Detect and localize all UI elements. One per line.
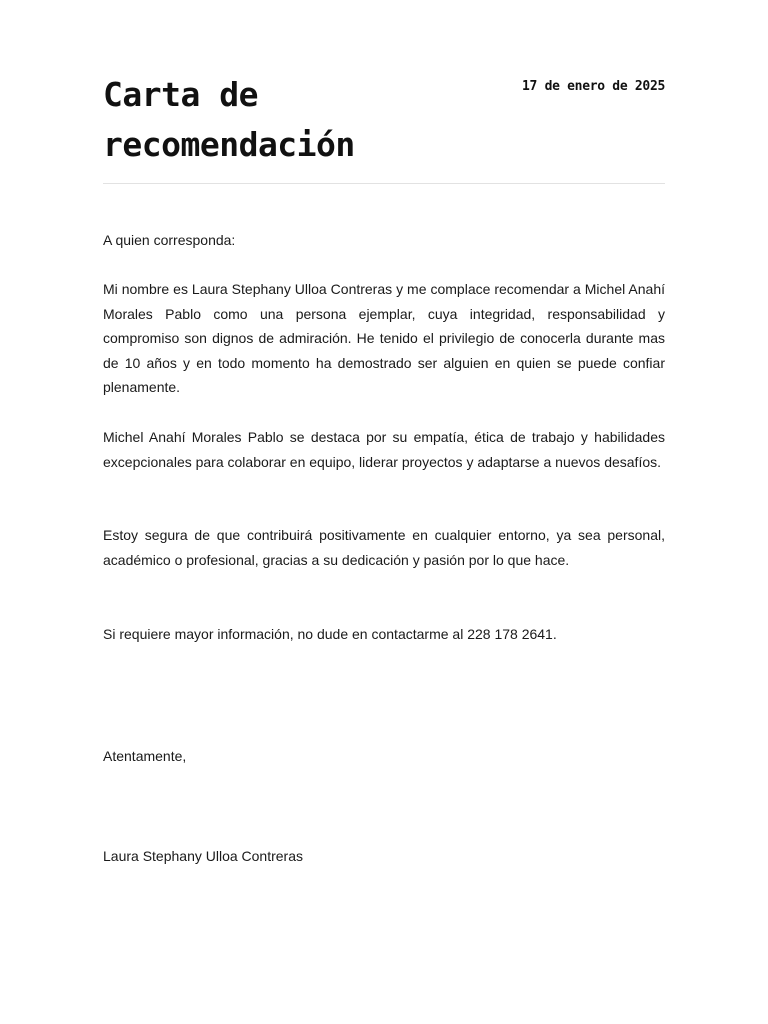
letter-paragraph: Estoy segura de que contribuirá positivamente en cualquier entorno, ya sea personal, académico o profesional, gracias a su dedicación y pasión por lo que hace. (103, 527, 665, 568)
letter-paragraph: Mi nombre es Laura Stephany Ulloa Contreras y me complace recomendar a Michel Anahí Morales Pablo como una persona ejemplar, cuya integridad, responsabilidad y compromiso son dignos de admiración. He tenido el privilegio de conocerla durante mas de 10 años y en todo momento ha demostrado ser alguien en quien se puede confiar plenamente. (103, 281, 665, 395)
letter-paragraph: Michel Anahí Morales Pablo se destaca por su empatía, ética de trabajo y habilidades excepcionales para colaborar en equipo, liderar proyectos y adaptarse a nuevos desafíos. (103, 429, 665, 470)
letter-contact-line: Si requiere mayor información, no dude en contactarme al 228 178 2641. (103, 626, 557, 642)
letter-signature-name: Laura Stephany Ulloa Contreras (103, 848, 304, 864)
letter-title: Carta de recomendación (103, 75, 355, 164)
header-divider (103, 183, 665, 184)
letter-greeting: A quien corresponda: (103, 232, 236, 248)
letter-closing: Atentamente, (103, 748, 187, 764)
letter-page (103, 0, 665, 1024)
letter-date: 17 de enero de 2025 (521, 79, 665, 94)
